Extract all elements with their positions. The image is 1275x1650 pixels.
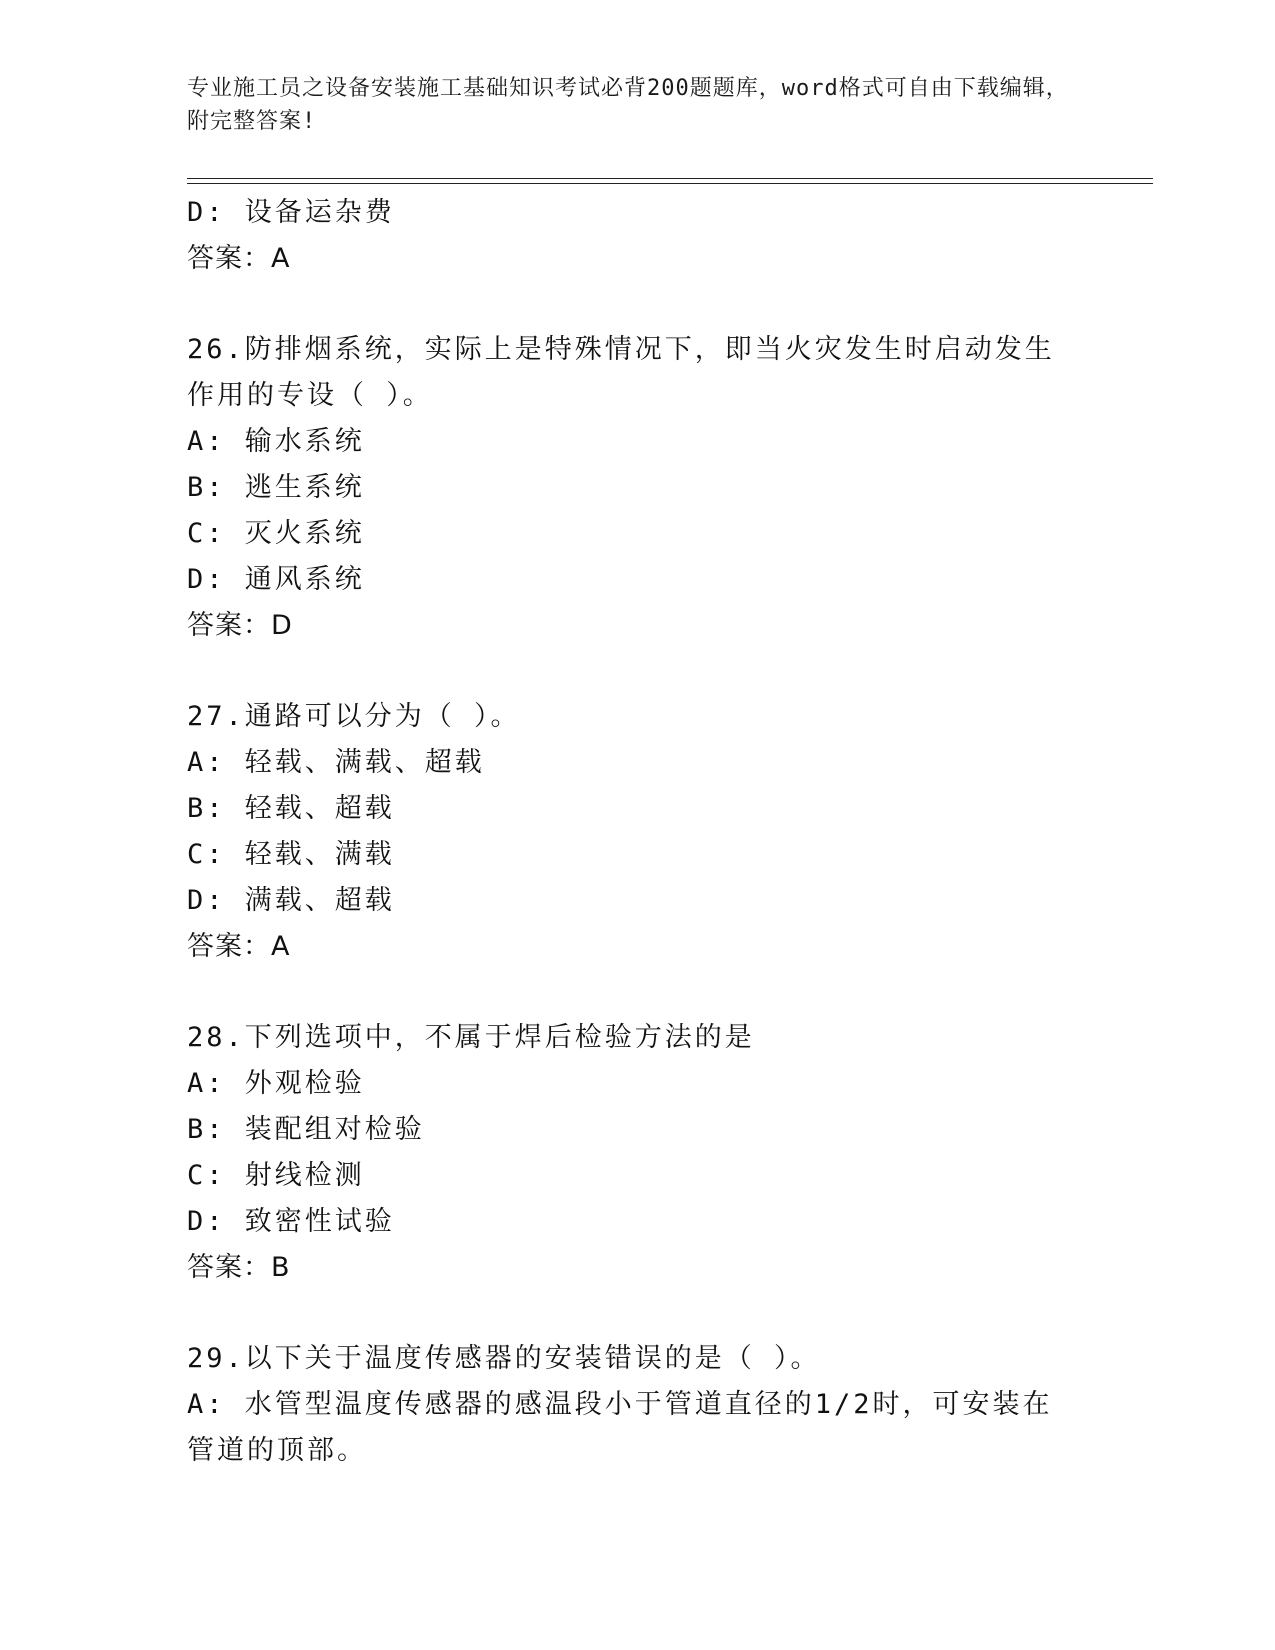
document-header: 专业施工员之设备安装施工基础知识考试必背200题题库，word格式可自由下载编辑，附完整答案! (187, 76, 1069, 134)
option-d: D: 满载、超载 (187, 885, 395, 916)
question-text: 29.以下关于温度传感器的安装错误的是（ ）。 (187, 1343, 821, 1374)
question-text: 27.通路可以分为（ ）。 (187, 701, 521, 732)
answer: 答案：D (187, 610, 293, 641)
header-divider-bottom (187, 183, 1153, 184)
answer: 答案：A (187, 931, 291, 962)
option-c: C: 轻载、满载 (187, 839, 395, 870)
answer: 答案：B (187, 1252, 291, 1283)
question-27 (187, 694, 1067, 970)
option-a: A: 输水系统 (187, 426, 365, 457)
question-text: 28.下列选项中，不属于焊后检验方法的是 (187, 1022, 755, 1053)
option-d: D: 通风系统 (187, 564, 365, 595)
header-divider-top (187, 178, 1153, 179)
question-text: 26.防排烟系统，实际上是特殊情况下，即当火灾发生时启动发生作用的专设（ ）。 (187, 334, 1055, 411)
option-a: A: 外观检验 (187, 1068, 365, 1099)
question-25-tail (187, 190, 1067, 282)
question-list (187, 190, 1067, 1474)
option-b: B: 逃生系统 (187, 472, 365, 503)
option-b: B: 轻载、超载 (187, 793, 395, 824)
question-29 (187, 1336, 1067, 1474)
option-c: C: 灭火系统 (187, 518, 365, 549)
question-26 (187, 327, 1067, 649)
option-d: D: 设备运杂费 (187, 197, 395, 228)
option-d: D: 致密性试验 (187, 1206, 395, 1237)
option-c: C: 射线检测 (187, 1160, 365, 1191)
answer: 答案：A (187, 243, 291, 274)
option-a: A: 水管型温度传感器的感温段小于管道直径的1/2时，可安装在管道的顶部。 (187, 1389, 1053, 1466)
question-28 (187, 1015, 1067, 1291)
option-a: A: 轻载、满载、超载 (187, 747, 485, 778)
option-b: B: 装配组对检验 (187, 1114, 425, 1145)
